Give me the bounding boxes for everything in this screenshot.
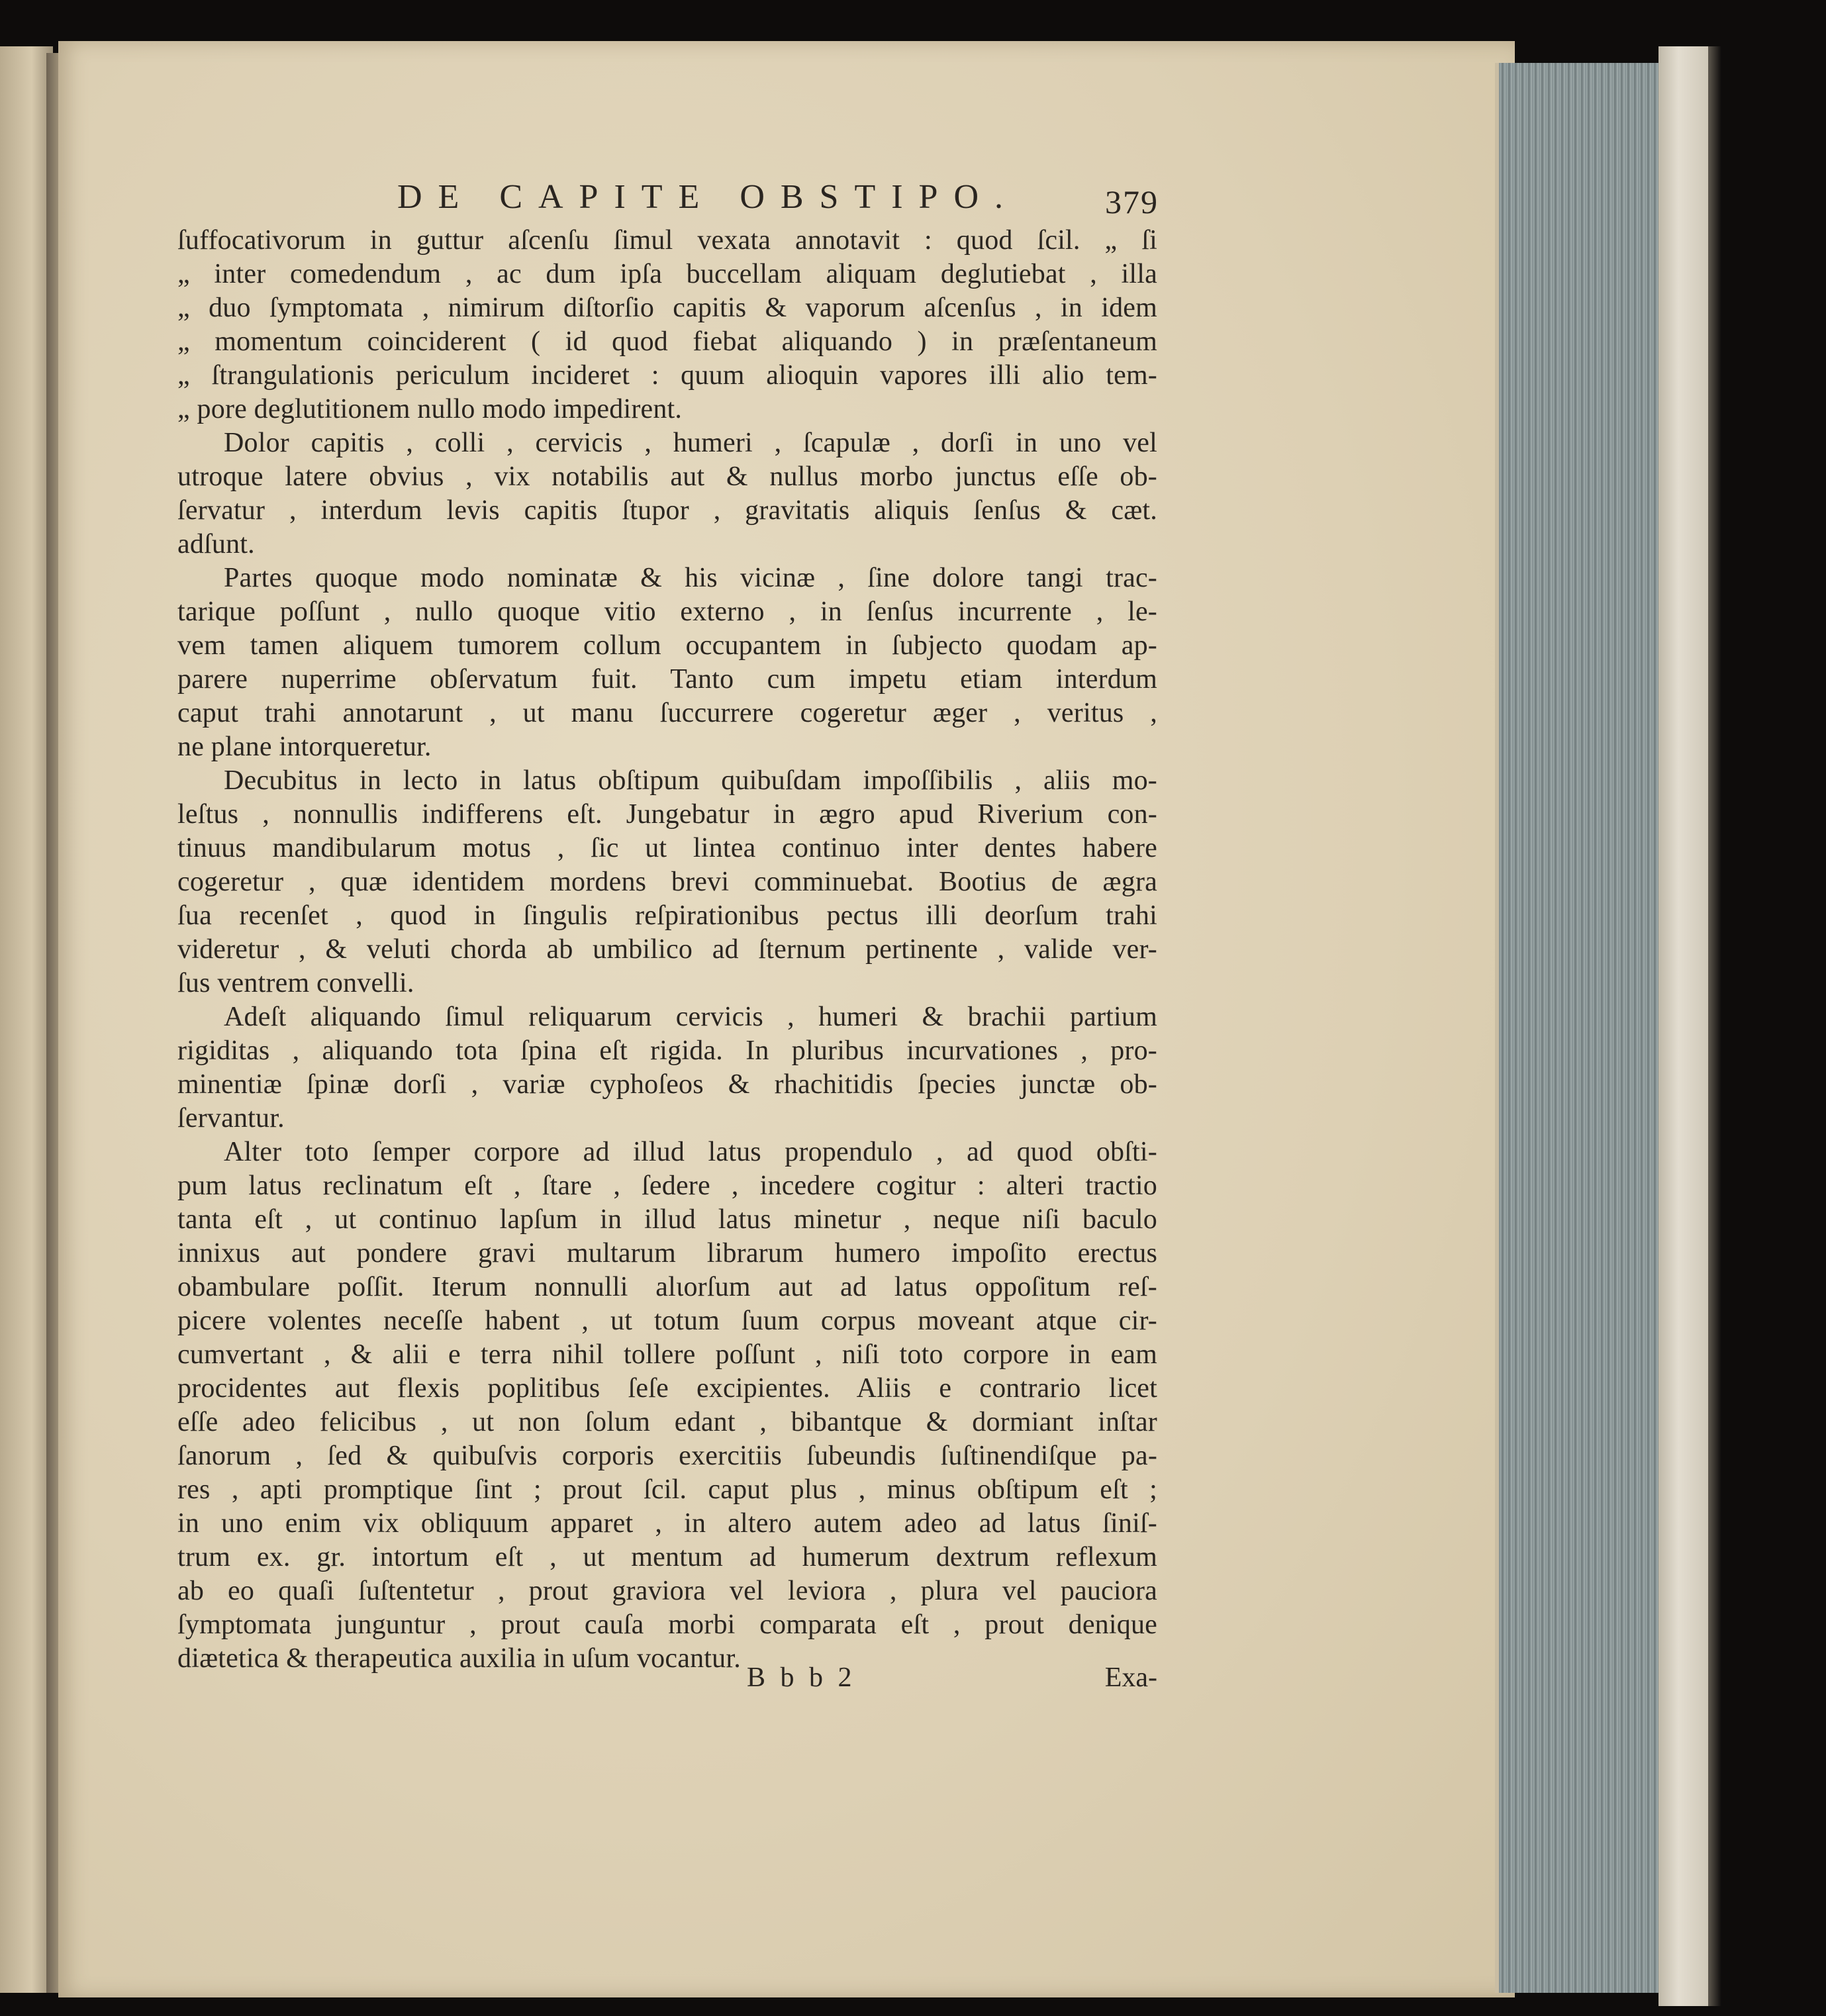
text-line: cogeretur , quæ identidem mordens brevi comminuebat. Bootius de ægra — [177, 867, 1157, 897]
running-head-title: DE CAPITE OBSTIPO. — [397, 178, 1020, 216]
text-line: tanta eſt , ut continuo lapſum in illud latus minetur , neque niſi baculo — [177, 1204, 1157, 1235]
text-line: pum latus reclinatum eſt , ſtare , ſedere , incedere cogitur : alteri tractio — [177, 1171, 1157, 1201]
text-line: leſtus , nonnullis indifferens eſt. Jungebatur in ægro apud Riverium con- — [177, 799, 1157, 830]
left-page-edge — [0, 46, 53, 1993]
text-line: ſervatur , interdum levis capitis ſtupor , gravitatis aliquis ſenſus & cæt. — [177, 495, 1157, 526]
book-fore-edge — [1495, 63, 1672, 1993]
text-line: diætetica & therapeutica auxilia in uſum vocantur. — [177, 1643, 741, 1674]
text-line: ſuffocativorum in guttur aſcenſu ſimul vexata annotavit : quod ſcil. „ ſi — [177, 225, 1157, 256]
text-line: minentiæ ſpinæ dorſi , variæ cyphoſeos & rhachitidis ſpecies junctæ ob- — [177, 1069, 1157, 1100]
text-line: tarique poſſunt , nullo quoque vitio externo , in ſenſus incurrente , le- — [177, 597, 1157, 627]
signature-mark: B b b 2 — [747, 1662, 856, 1693]
text-line: ne plane intorqueretur. — [177, 732, 432, 762]
text-line: ſus ventrem convelli. — [177, 968, 414, 998]
text-line: res , apti promptique ſint ; prout ſcil. caput plus , minus obſtipum eſt ; — [177, 1474, 1157, 1505]
text-line: tinuus mandibularum motus , ſic ut lintea continuo inter dentes habere — [177, 833, 1157, 863]
text-line: innixus aut pondere gravi multarum librarum humero impoſito erectus — [177, 1238, 1157, 1269]
text-line: parere nuperrime obſervatum fuit. Tanto cum impetu etiam interdum — [177, 664, 1157, 695]
text-line: „ ſtrangulationis periculum incideret : quum alioquin vapores illi alio tem- — [177, 360, 1157, 391]
text-line: ſymptomata junguntur , prout cauſa morbi comparata eſt , prout denique — [177, 1609, 1157, 1640]
text-line: adſunt. — [177, 529, 255, 559]
catchword: Exa- — [1104, 1662, 1157, 1693]
text-line: eſſe adeo felicibus , ut non ſolum edant , bibantque & dormiant inſtar — [177, 1407, 1157, 1437]
text-line: trum ex. gr. intortum eſt , ut mentum ad humerum dextrum reflexum — [177, 1542, 1157, 1572]
text-line: picere volentes neceſſe habent , ut totum ſuum corpus moveant atque cir- — [177, 1306, 1157, 1336]
running-head — [397, 177, 1159, 230]
text-line: rigiditas , aliquando tota ſpina eſt rigida. In pluribus incurvationes , pro- — [177, 1035, 1157, 1066]
cover-shadow — [1708, 46, 1721, 2006]
text-line: obambulare poſſit. Iterum nonnulli alιorſum aut ad latus oppoſitum reſ- — [177, 1272, 1157, 1302]
paragraph-first-line: Dolor capitis , colli , cervicis , humeri , ſcapulæ , dorſi in uno vel — [224, 428, 1157, 458]
paragraph-first-line: Decubitus in lecto in latus obſtipum quibuſdam impoſſibilis , aliis mo- — [224, 765, 1157, 796]
paragraph-first-line: Partes quoque modo nominatæ & his vicinæ , ſine dolore tangi trac- — [224, 563, 1157, 593]
text-line: caput trahi annotarunt , ut manu ſuccurrere cogeretur æger , veritus , — [177, 698, 1157, 728]
text-line: ſua recenſet , quod in ſingulis reſpirationibus pectus illi deorſum trahi — [177, 900, 1157, 931]
text-line: videretur , & veluti chorda ab umbilico ad ſternum pertinente , valide ver- — [177, 934, 1157, 965]
text-line: „ pore deglutitionem nullo modo impedirent. — [177, 394, 683, 424]
text-line: vem tamen aliquem tumorem collum occupantem in ſubjecto quodam ap- — [177, 630, 1157, 661]
text-line: ab eo quaſi ſuſtentetur , prout graviora vel leviora , plura vel pauciora — [177, 1576, 1157, 1606]
text-line: ſervantur. — [177, 1103, 285, 1133]
text-line: „ momentum coinciderent ( id quod fiebat aliquando ) in præſentaneum — [177, 326, 1157, 357]
text-line: „ duo ſymptomata , nimirum diſtorſio capitis & vaporum aſcenſus , in idem — [177, 293, 1157, 323]
page-footer — [177, 1662, 1157, 1702]
text-line: utroque latere obvius , vix notabilis aut & nullus morbo junctus eſſe ob- — [177, 461, 1157, 492]
page-number: 379 — [1105, 183, 1159, 220]
text-line: ſanorum , ſed & quibuſvis corporis exercitiis ſubeundis ſuſtinendiſque pa- — [177, 1441, 1157, 1471]
cover-board — [1658, 46, 1708, 2006]
text-line: „ inter comedendum , ac dum ipſa buccellam aliquam deglutiebat , illa — [177, 259, 1157, 289]
text-line: procidentes aut flexis poplitibus ſeſe excipientes. Aliis e contrario licet — [177, 1373, 1157, 1404]
text-line: in uno enim vix obliquum apparet , in altero autem adeo ad latus ſiniſ- — [177, 1508, 1157, 1539]
text-line: cumvertant , & alii e terra nihil tollere poſſunt , niſi toto corpore in eam — [177, 1339, 1157, 1370]
paragraph-first-line: Adeſt aliquando ſimul reliquarum cervicis , humeri & brachii partium — [224, 1002, 1157, 1032]
body-text — [177, 224, 1157, 1676]
paragraph-first-line: Alter toto ſemper corpore ad illud latus propendulo , ad quod obſti- — [224, 1137, 1157, 1167]
